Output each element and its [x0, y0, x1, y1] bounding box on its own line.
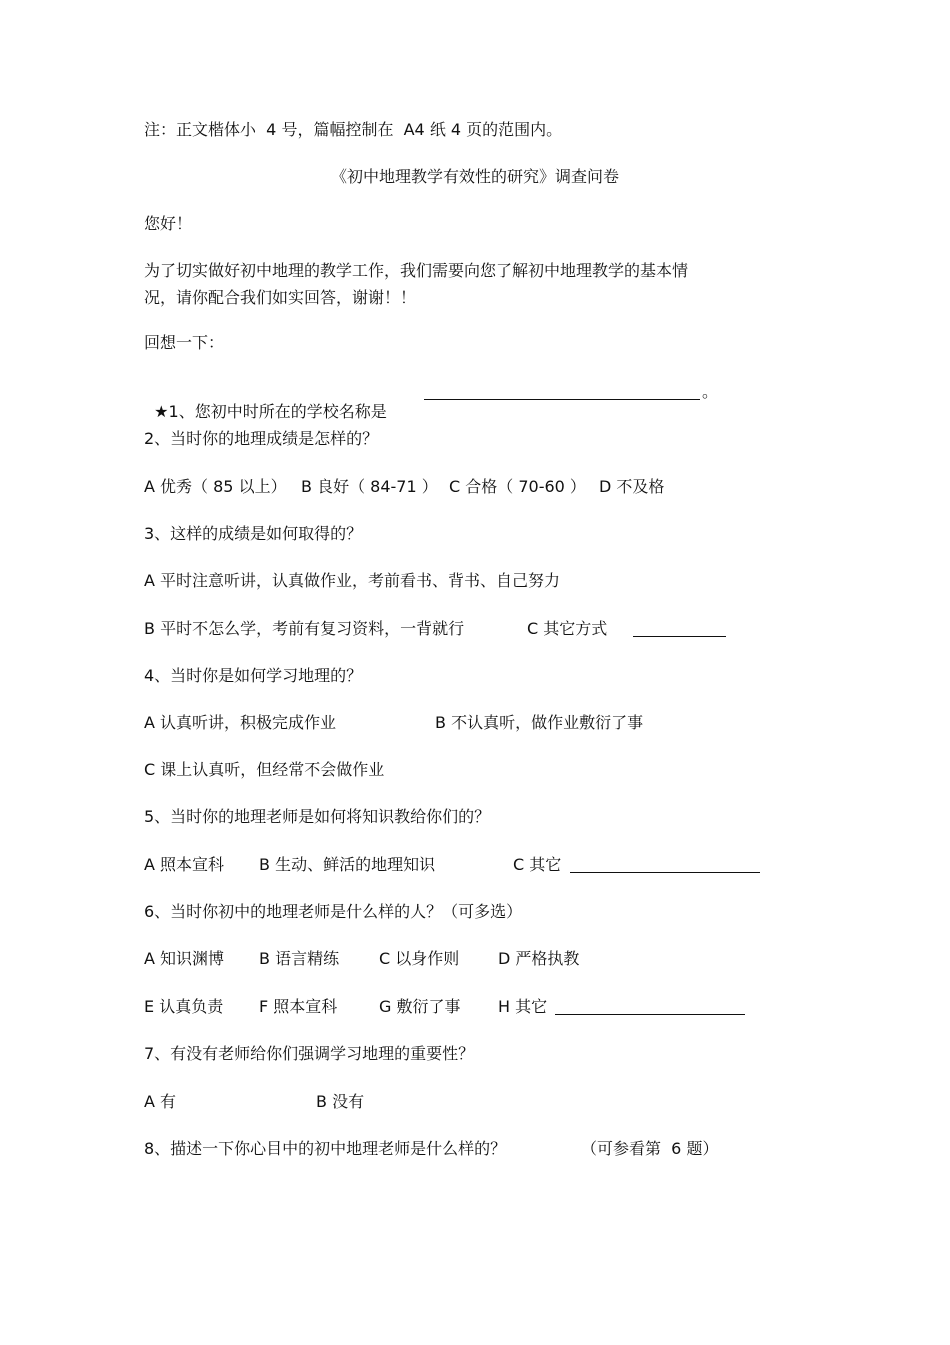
- question-3: 3、这样的成绩是如何取得的？: [144, 524, 363, 543]
- q4-option-a[interactable]: A 认真听讲，积极完成作业: [144, 713, 337, 732]
- q3-option-c[interactable]: C 其它方式: [527, 619, 608, 638]
- q2-option-d[interactable]: D 不及格: [599, 477, 665, 496]
- question-1-end: 。: [702, 382, 719, 401]
- q3-other-blank[interactable]: [633, 622, 726, 637]
- q4-option-c[interactable]: C 课上认真听，但经常不会做作业: [144, 760, 385, 779]
- q7-option-b[interactable]: B 没有: [316, 1092, 365, 1111]
- question-8-hint: （可参看第 6 题）: [581, 1139, 719, 1158]
- question-1: [144, 382, 387, 422]
- q4-option-b[interactable]: B 不认真听，做作业敷衍了事: [435, 713, 644, 732]
- greeting: 您好！: [144, 214, 193, 233]
- intro-line-2: 况，请你配合我们如实回答，谢谢！！: [144, 288, 417, 307]
- q5-other-blank[interactable]: [570, 858, 760, 873]
- q5-option-a[interactable]: A 照本宣科: [144, 855, 225, 874]
- q6-option-f[interactable]: F 照本宣科: [259, 997, 338, 1016]
- note-text: 注：正文楷体小 4 号，篇幅控制在 A4 纸 4 页的范围内。: [144, 120, 563, 139]
- q2-option-c[interactable]: C 合格（ 70-60 ）: [449, 477, 586, 496]
- q6-option-g[interactable]: G 敷衍了事: [379, 997, 461, 1016]
- question-2: 2、当时你的地理成绩是怎样的？: [144, 429, 379, 448]
- question-1-text: ★1、您初中时所在的学校名称是: [154, 402, 387, 421]
- intro-line-1: 为了切实做好初中地理的教学工作，我们需要向您了解初中地理教学的基本情: [144, 261, 689, 280]
- q6-other-blank[interactable]: [555, 1000, 745, 1015]
- page-title: 《初中地理教学有效性的研究》调查问卷: [330, 167, 619, 186]
- q2-option-b[interactable]: B 良好（ 84-71 ）: [301, 477, 438, 496]
- q6-option-b[interactable]: B 语言精练: [259, 949, 340, 968]
- q6-option-d[interactable]: D 严格执教: [498, 949, 580, 968]
- question-8: 8、描述一下你心目中的初中地理老师是什么样的？: [144, 1139, 507, 1158]
- q5-option-c[interactable]: C 其它: [513, 855, 562, 874]
- question-5: 5、当时你的地理老师是如何将知识教给你们的？: [144, 807, 491, 826]
- q6-option-c[interactable]: C 以身作则: [379, 949, 460, 968]
- recall-text: 回想一下：: [144, 333, 225, 352]
- q7-option-a[interactable]: A 有: [144, 1092, 177, 1111]
- q6-option-a[interactable]: A 知识渊博: [144, 949, 225, 968]
- question-4: 4、当时你是如何学习地理的？: [144, 666, 363, 685]
- question-6: 6、当时你初中的地理老师是什么样的人？（可多选）: [144, 902, 523, 921]
- q3-option-a[interactable]: A 平时注意听讲，认真做作业，考前看书、背书、自己努力: [144, 571, 561, 590]
- school-name-blank[interactable]: [424, 385, 700, 400]
- q2-option-a[interactable]: A 优秀（ 85 以上）: [144, 477, 287, 496]
- q5-option-b[interactable]: B 生动、鲜活的地理知识: [259, 855, 436, 874]
- question-7: 7、有没有老师给你们强调学习地理的重要性？: [144, 1044, 475, 1063]
- q6-option-h[interactable]: H 其它: [498, 997, 548, 1016]
- q3-option-b[interactable]: B 平时不怎么学，考前有复习资料，一背就行: [144, 619, 465, 638]
- q6-option-e[interactable]: E 认真负责: [144, 997, 224, 1016]
